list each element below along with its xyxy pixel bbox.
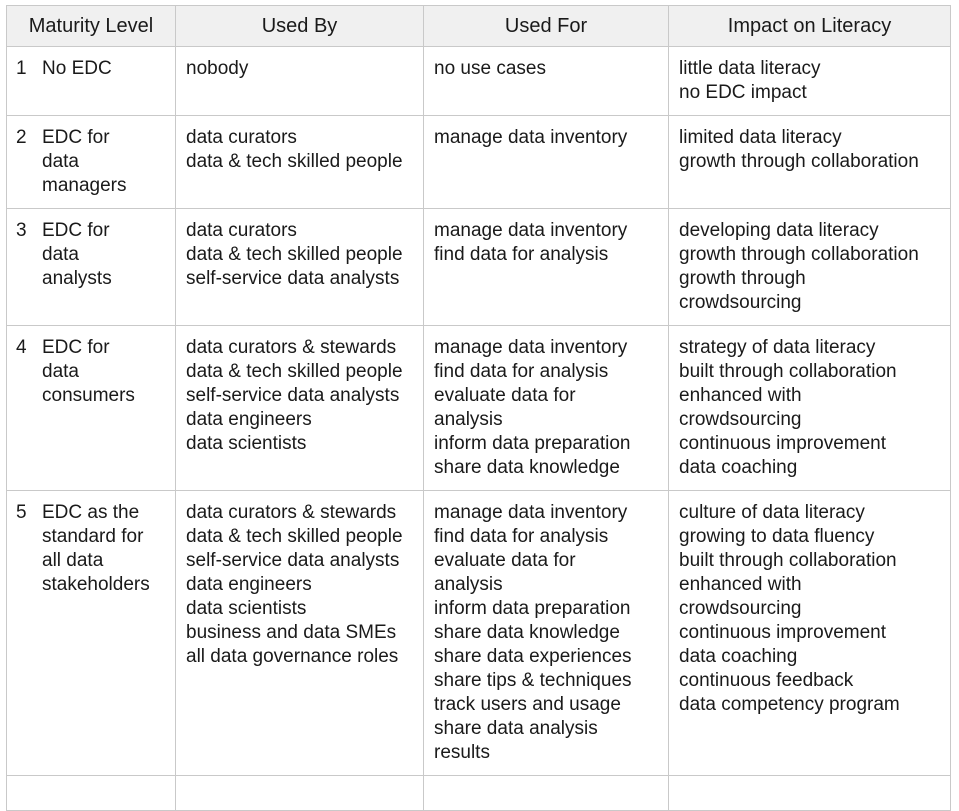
text-line: data competency program — [679, 694, 900, 715]
text-line: track users and usage — [434, 694, 621, 715]
text-line: self-service data analysts — [186, 385, 400, 406]
cell-used-by — [176, 326, 424, 491]
text-line: manage data inventory — [434, 127, 628, 148]
table-row — [7, 47, 951, 116]
text-line: nobody — [186, 58, 249, 79]
cell-maturity-level — [7, 491, 176, 776]
cell-maturity-level — [7, 209, 176, 326]
text-line: standard for — [42, 526, 144, 547]
text-line: find data for analysis — [434, 244, 609, 265]
table-row — [7, 116, 951, 209]
cell-impact-on-literacy — [669, 116, 951, 209]
text-line: manage data inventory — [434, 337, 628, 358]
text-line: manage data inventory — [434, 502, 628, 523]
used-for-list — [434, 219, 658, 267]
cell-used-by — [176, 491, 424, 776]
used-by-list — [186, 336, 413, 456]
text-line: continuous improvement — [679, 622, 886, 643]
maturity-level-number: 4 — [16, 337, 27, 358]
text-line: data engineers — [186, 574, 312, 595]
text-line: find data for analysis — [434, 526, 609, 547]
cell-maturity-level — [7, 326, 176, 491]
maturity-level-label — [42, 57, 112, 81]
text-line: data engineers — [186, 409, 312, 430]
text-line: data coaching — [679, 646, 798, 667]
text-line: crowdsourcing — [679, 292, 802, 313]
used-for-list — [434, 57, 658, 81]
text-line: share data experiences — [434, 646, 632, 667]
text-line: data & tech skilled people — [186, 526, 403, 547]
text-line: enhanced with — [679, 574, 802, 595]
text-line: growth through — [679, 268, 806, 289]
cell-impact-on-literacy — [669, 47, 951, 116]
cell-maturity-level — [7, 47, 176, 116]
text-line: data scientists — [186, 433, 307, 454]
text-line: enhanced with — [679, 385, 802, 406]
text-line: data & tech skilled people — [186, 151, 403, 172]
table-body — [7, 47, 951, 811]
text-line: results — [434, 742, 490, 763]
cell-clipped — [669, 776, 951, 811]
text-line: self-service data analysts — [186, 268, 400, 289]
text-line: all data — [42, 550, 104, 571]
text-line: consumers — [42, 385, 135, 406]
maturity-level-number: 3 — [16, 220, 27, 241]
text-line: self-service data analysts — [186, 550, 400, 571]
text-line: analysis — [434, 409, 503, 430]
cell-used-for — [424, 491, 669, 776]
text-line: continuous feedback — [679, 670, 854, 691]
cell-used-for — [424, 47, 669, 116]
cell-used-by — [176, 209, 424, 326]
maturity-level-label — [42, 126, 127, 198]
column-header-impact-on-literacy: Impact on Literacy — [669, 6, 951, 47]
cell-clipped — [176, 776, 424, 811]
text-line: built through collaboration — [679, 361, 897, 382]
text-line: share tips & techniques — [434, 670, 632, 691]
cell-impact-on-literacy — [669, 326, 951, 491]
edc-maturity-level-table — [6, 5, 951, 811]
cell-used-for — [424, 116, 669, 209]
text-line: EDC for — [42, 337, 110, 358]
cell-maturity-level — [7, 116, 176, 209]
text-line: analysts — [42, 268, 112, 289]
text-line: inform data preparation — [434, 598, 631, 619]
text-line: limited data literacy — [679, 127, 842, 148]
text-line: business and data SMEs — [186, 622, 397, 643]
text-line: growing to data fluency — [679, 526, 875, 547]
text-line: manage data inventory — [434, 220, 628, 241]
text-line: inform data preparation — [434, 433, 631, 454]
used-for-list — [434, 501, 658, 765]
maturity-level-label — [42, 501, 150, 597]
text-line: developing data literacy — [679, 220, 879, 241]
cell-used-by — [176, 116, 424, 209]
impact-list — [679, 219, 940, 315]
used-by-list — [186, 501, 413, 669]
maturity-table-container — [6, 5, 950, 811]
text-line: data curators & stewards — [186, 337, 397, 358]
used-by-list — [186, 126, 413, 174]
impact-list — [679, 57, 940, 105]
text-line: growth through collaboration — [679, 244, 919, 265]
text-line: find data for analysis — [434, 361, 609, 382]
maturity-level-number: 2 — [16, 127, 27, 148]
table-row — [7, 209, 951, 326]
maturity-level-number: 1 — [16, 58, 27, 79]
text-line: built through collaboration — [679, 550, 897, 571]
maturity-level-label — [42, 336, 135, 408]
text-line: no use cases — [434, 58, 546, 79]
text-line: share data knowledge — [434, 622, 620, 643]
text-line: EDC for — [42, 220, 110, 241]
text-line: data — [42, 151, 79, 172]
text-line: crowdsourcing — [679, 598, 802, 619]
used-by-list — [186, 219, 413, 291]
text-line: data & tech skilled people — [186, 361, 403, 382]
text-line: growth through collaboration — [679, 151, 919, 172]
cell-clipped — [7, 776, 176, 811]
table-header-row — [7, 6, 951, 47]
text-line: share data analysis — [434, 718, 598, 739]
text-line: data coaching — [679, 457, 798, 478]
text-line: data — [42, 244, 79, 265]
text-line: data & tech skilled people — [186, 244, 403, 265]
cell-clipped — [424, 776, 669, 811]
table-row — [7, 491, 951, 776]
text-line: share data knowledge — [434, 457, 620, 478]
text-line: crowdsourcing — [679, 409, 802, 430]
impact-list — [679, 501, 940, 717]
table-row — [7, 326, 951, 491]
impact-list — [679, 126, 940, 174]
text-line: evaluate data for — [434, 550, 576, 571]
text-line: EDC for — [42, 127, 110, 148]
text-line: data curators — [186, 127, 297, 148]
text-line: no EDC impact — [679, 82, 807, 103]
text-line: strategy of data literacy — [679, 337, 876, 358]
text-line: managers — [42, 175, 127, 196]
text-line: data — [42, 361, 79, 382]
cell-used-for — [424, 326, 669, 491]
column-header-maturity-level: Maturity Level — [7, 6, 176, 47]
text-line: evaluate data for — [434, 385, 576, 406]
used-by-list — [186, 57, 413, 81]
table-row-clipped — [7, 776, 951, 811]
used-for-list — [434, 126, 658, 150]
text-line: EDC as the — [42, 502, 140, 523]
text-line: data curators & stewards — [186, 502, 397, 523]
cell-impact-on-literacy — [669, 491, 951, 776]
text-line: culture of data literacy — [679, 502, 865, 523]
text-line: all data governance roles — [186, 646, 399, 667]
column-header-used-by: Used By — [176, 6, 424, 47]
used-for-list — [434, 336, 658, 480]
cell-impact-on-literacy — [669, 209, 951, 326]
column-header-used-for: Used For — [424, 6, 669, 47]
cell-used-for — [424, 209, 669, 326]
text-line: continuous improvement — [679, 433, 886, 454]
text-line: little data literacy — [679, 58, 821, 79]
text-line: data scientists — [186, 598, 307, 619]
maturity-level-number: 5 — [16, 502, 27, 523]
text-line: No EDC — [42, 58, 112, 79]
text-line: stakeholders — [42, 574, 150, 595]
text-line: data curators — [186, 220, 297, 241]
cell-used-by — [176, 47, 424, 116]
impact-list — [679, 336, 940, 480]
text-line: analysis — [434, 574, 503, 595]
maturity-level-label — [42, 219, 112, 291]
table-header — [7, 6, 951, 47]
